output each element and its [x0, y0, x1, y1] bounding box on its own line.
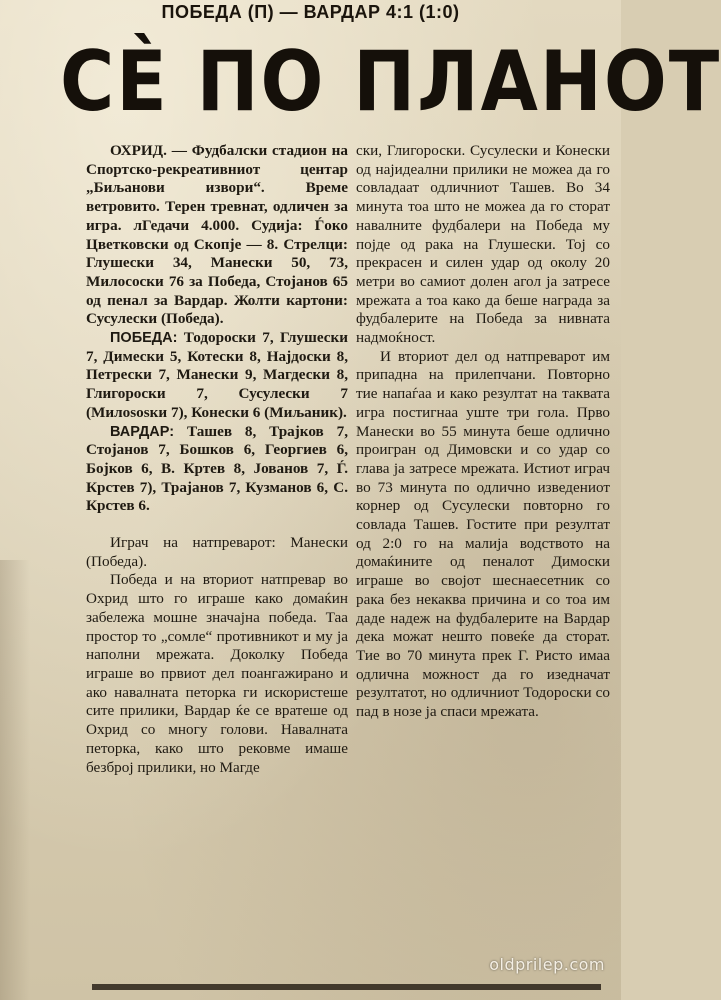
score-line: ПОБЕДА (П) — ВАРДАР 4:1 (1:0) — [161, 2, 460, 22]
bottom-rule — [92, 984, 601, 990]
lineup-vardar — [86, 423, 348, 517]
lead-paragraph — [86, 142, 348, 329]
body-paragraph-2: ски, Глигороски. Сусулески и Конески од најидеални прилики не можеа да го совладаат одличниот Ташев. Во 34 минута тоа што не можеа да го сторат навалните фудбалери на Победа му појде од рака на Глушески. Тој со прекрасен и силен удар од околу 20 метри во самиот долен агол ја затресе мрежата а тоа како да беше награда за фудбалерите на Победа за нивната надмоќност. — [356, 142, 610, 347]
lineup-pobeda-text: Тодороски 7, Глушески 7, Димески 5, Котески 8, Најдоски 8, Петрески 7, Манески 9, Магдески 8, Глигороски 7, Сусулески 7 (Милososки 7), Конески 6 (Миљаник). — [86, 329, 348, 421]
player-of-match: Играч на натпреварот: Манески (Победа). — [86, 534, 348, 570]
team-name-pobeda: ПОБЕДА: — [110, 330, 178, 347]
article-column-right — [356, 142, 610, 722]
lead-text: Фудбалски стадион на Спортско-рекреативниот центар „Биљанови извори“. Време ветровито. Терен тревнат, одличен за игра. лГедачи 4.000. Судија: Ѓоко Цветковски од Скопје — 8. Стрелци: Глушески 34, Манески 50, 73, Милососки 76 за Победа, Стојанов 65 од пенал за Вардар. Жолти картони: Сусулески (Победа). — [86, 142, 348, 328]
lineup-vardar-text: Ташев 8, Трајков 7, Стојанов 7, Бошков 6, Георгиев 6, Бојков 6, В. Кртев 8, Јованов 7, Ѓ. Крстев 7), Трајанов 7, Кузманов 6, С. Крстев 6. — [86, 422, 348, 515]
paper-stain — [0, 560, 30, 1000]
body-paragraph-1: Победа и на вториот натпревар во Охрид што го играше како домаќин забележа мошне значајна победа. Таа простор то „сомле“ противникот и му ја наполни мрежата. Доколку Победа играше во првиот дел поангажирано и ако навалната петорка ги искористеше сите прилики, Вардар ќе се вратеше од Охрид со многу голови. Навалната петорка, како што рековме имаше безброј прилики, но Магде — [86, 571, 348, 776]
column-gap — [86, 516, 348, 534]
watermark: oldprilep.com — [489, 955, 605, 974]
lineup-pobeda — [86, 329, 348, 423]
team-name-vardar: ВАРДАР: — [110, 423, 175, 440]
headline: СЀ ПО ПЛАНОТ — [60, 33, 721, 131]
dateline: ОХРИД. — — [110, 142, 187, 159]
body-paragraph-3: И вториот дел од натпреварот им припадна на прилепчани. Повторно тие напаѓаа и како резултат на таквата игра постигнаа уште три гола. Прво Манески во 55 минута беше одлично проигран од Димовски и со удар со глава ја затресе мрежата. Истиот играч во 73 минута по одлично изведениот корнер од Сусулески повторно го совлада Ташев. Гостите при резултат од 2:0 го на малија водството на домаќините од пеналот Димоски играше во својот шеснаесетник со рака без некаква причина и со тоа им даде надеж на фудбалерите на Вардар дека можат нешто повеќе да сторат. Тие во 70 минута прек Г. Ристо имаа одлична можност да го изедначат резултатот, но одличниот Тодороски со пад в нозе ја спаси мрежата. — [356, 347, 610, 721]
article-column-left — [86, 142, 348, 777]
